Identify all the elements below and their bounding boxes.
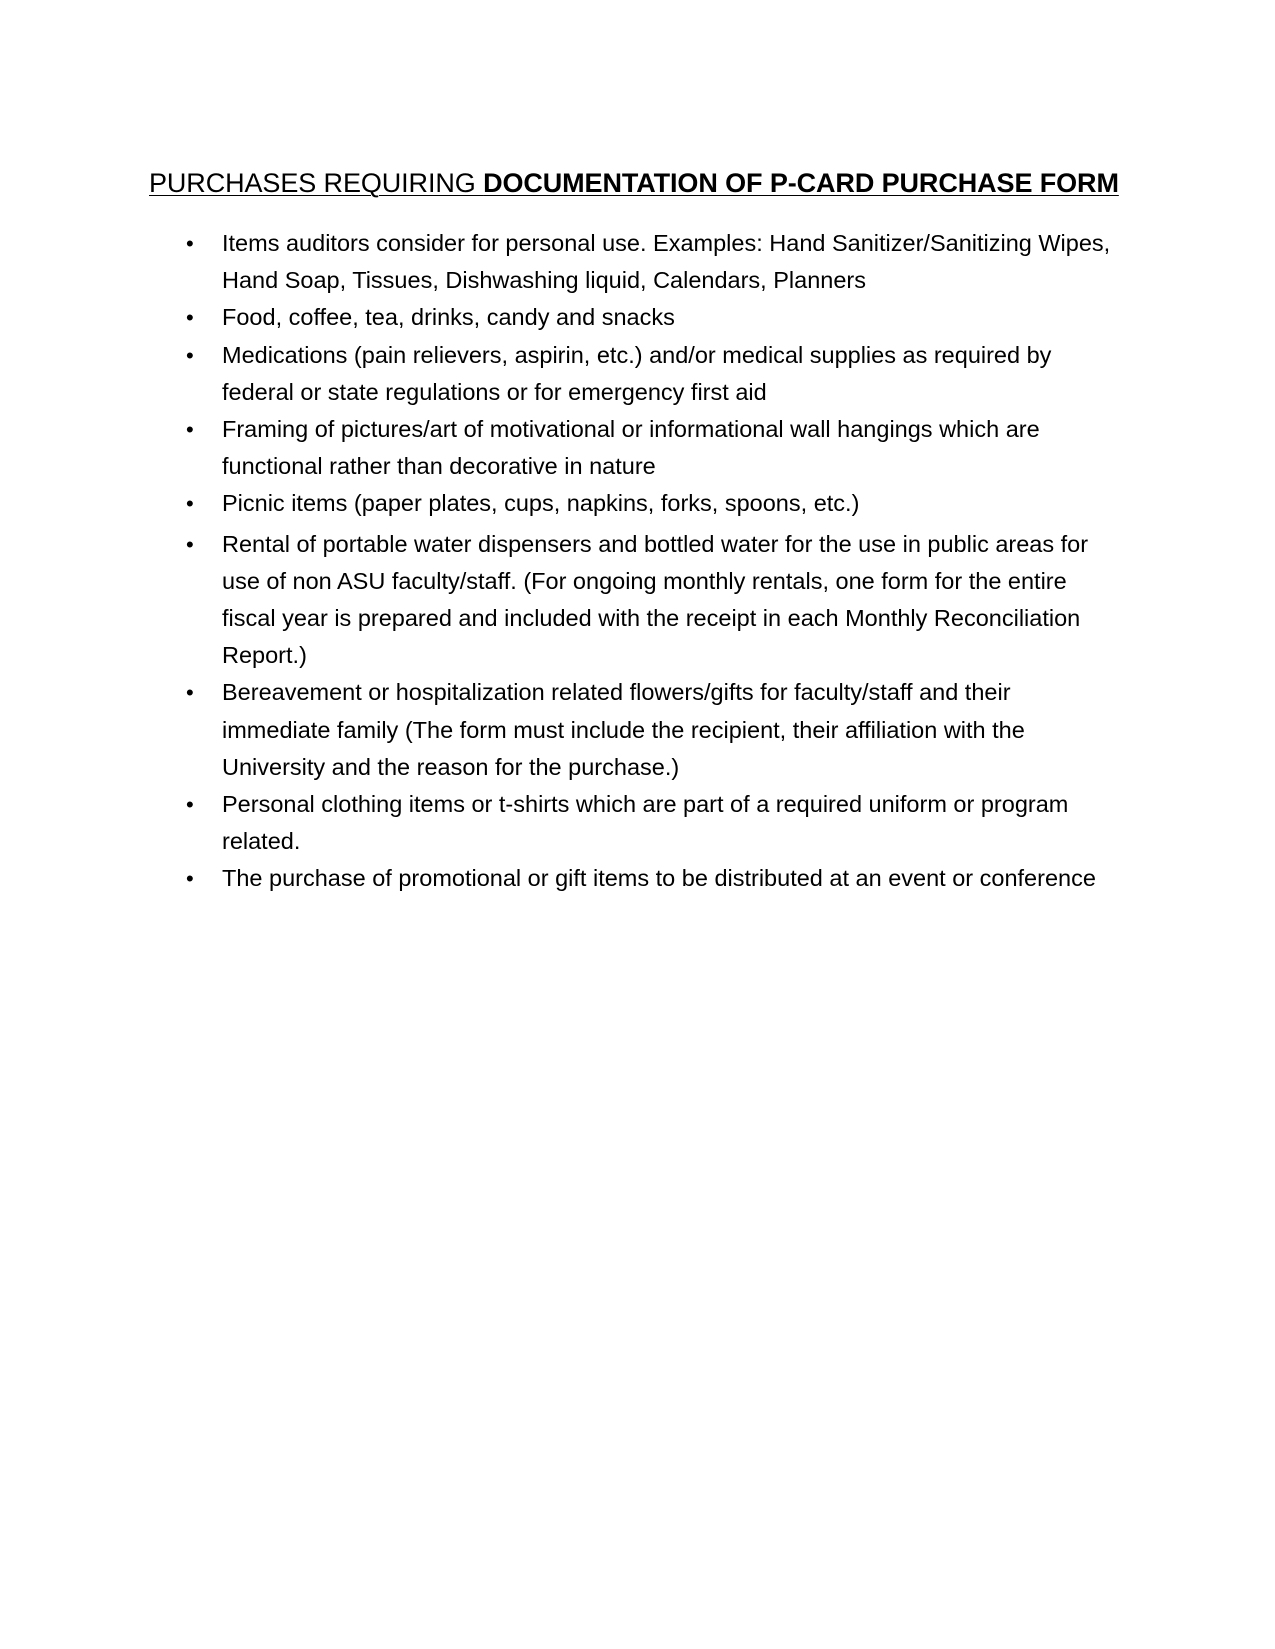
page-title — [149, 166, 1119, 200]
list-item-text: The purchase of promotional or gift items to be distributed at an event or conference — [222, 865, 1096, 892]
title-bold-text: DOCUMENTATION OF P-CARD PURCHASE FORM — [483, 168, 1119, 198]
list-item — [182, 485, 1122, 522]
list-item-text: Personal clothing items or t-shirts which are part of a required uniform or program related. — [222, 791, 1069, 855]
title-plain-text: PURCHASES REQUIRING — [149, 168, 484, 198]
bullet-icon: • — [186, 305, 194, 331]
purchase-item-list — [182, 225, 1122, 898]
list-item — [182, 860, 1122, 897]
list-item — [182, 299, 1122, 336]
bullet-icon: • — [186, 342, 194, 368]
list-item-text: Rental of portable water dispensers and bottled water for the use in public areas for use of non ASU faculty/staff. (For ongoing monthly rentals, one form for the entire fiscal year is prepared and included with the receipt in each Monthly Reconciliation Report.) — [222, 530, 1089, 669]
list-item — [182, 674, 1122, 786]
list-item-text: Food, coffee, tea, drinks, candy and snacks — [222, 304, 675, 331]
list-item-text: Bereavement or hospitalization related flowers/gifts for faculty/staff and their immediate family (The form must include the recipient, their affiliation with the University and the reason for the purchase.) — [222, 679, 1025, 780]
bullet-icon: • — [186, 531, 194, 557]
bullet-icon: • — [186, 792, 194, 818]
list-item-text: Items auditors consider for personal use. Examples: Hand Sanitizer/Sanitizing Wipes, Hand Soap, Tissues, Dishwashing liquid, Calendars, Planners — [222, 230, 1111, 294]
list-item-text: Picnic items (paper plates, cups, napkins, forks, spoons, etc.) — [222, 490, 860, 517]
bullet-icon: • — [186, 491, 194, 517]
bullet-icon: • — [186, 417, 194, 443]
list-item-text: Framing of pictures/art of motivational or informational wall hangings which are functional rather than decorative in nature — [222, 416, 1040, 480]
bullet-icon: • — [186, 680, 194, 706]
list-item — [182, 225, 1122, 299]
list-item — [182, 526, 1122, 675]
list-item-text: Medications (pain relievers, aspirin, etc.) and/or medical supplies as required by federal or state regulations or for emergency first aid — [222, 341, 1052, 405]
bullet-icon: • — [186, 866, 194, 892]
list-item — [182, 337, 1122, 411]
list-item — [182, 786, 1122, 860]
list-item — [182, 411, 1122, 485]
bullet-icon: • — [186, 231, 194, 256]
